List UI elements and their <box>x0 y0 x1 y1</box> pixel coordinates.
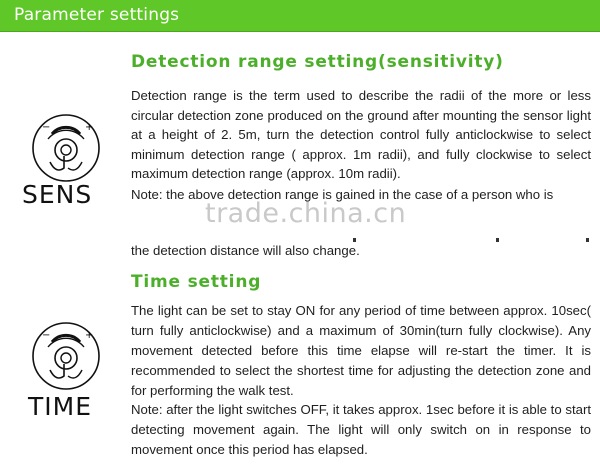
svg-text:−: − <box>42 330 51 341</box>
svg-text:−: − <box>42 122 51 133</box>
sensitivity-note-end: the detection distance will also change. <box>131 243 360 258</box>
sens-knob-icon <box>30 110 102 184</box>
time-heading: Time setting <box>131 272 262 292</box>
sensitivity-heading: Detection range setting(sensitivity) <box>131 52 504 72</box>
time-note: Note: after the light switches OFF, it takes approx. 1sec before it is able to start detecting movement again. The light will only switch on in response to movement once this period has elapsed. <box>131 402 591 457</box>
watermark: trade.china.cn <box>205 198 407 229</box>
time-label: TIME <box>28 392 93 421</box>
svg-text:+: + <box>85 330 94 341</box>
text-fragment <box>496 238 499 242</box>
text-fragment <box>353 238 356 242</box>
sens-label: SENS <box>22 180 93 209</box>
time-body: The light can be set to stay ON for any period of time between approx. 10sec( turn fully anticlockwise) and a maximum of 30min(turn fully clockwise). Any movement detected before this time elapse will re-start the timer. It is recommended to select the shortest time for adjusting the detection zone and for performing the walk test. <box>131 303 591 398</box>
svg-text:+: + <box>85 122 94 133</box>
sensitivity-note: Note: the above detection range is gained in the case of a person who is <box>131 187 554 202</box>
page-title: Parameter settings <box>14 5 180 25</box>
header-bar <box>0 0 600 32</box>
sensitivity-body: Detection range is the term used to describe the radii of the more or less circular detection zone produced on the ground after mounting the sensor light at a height of 2. 5m, turn the detection control fully anticlockwise to select minimum detection range ( approx. 1m radii), and fully clockwise to select maximum detection range (approx. 10m radii). <box>131 88 591 181</box>
time-knob-icon <box>30 318 102 392</box>
text-fragment <box>586 238 589 242</box>
